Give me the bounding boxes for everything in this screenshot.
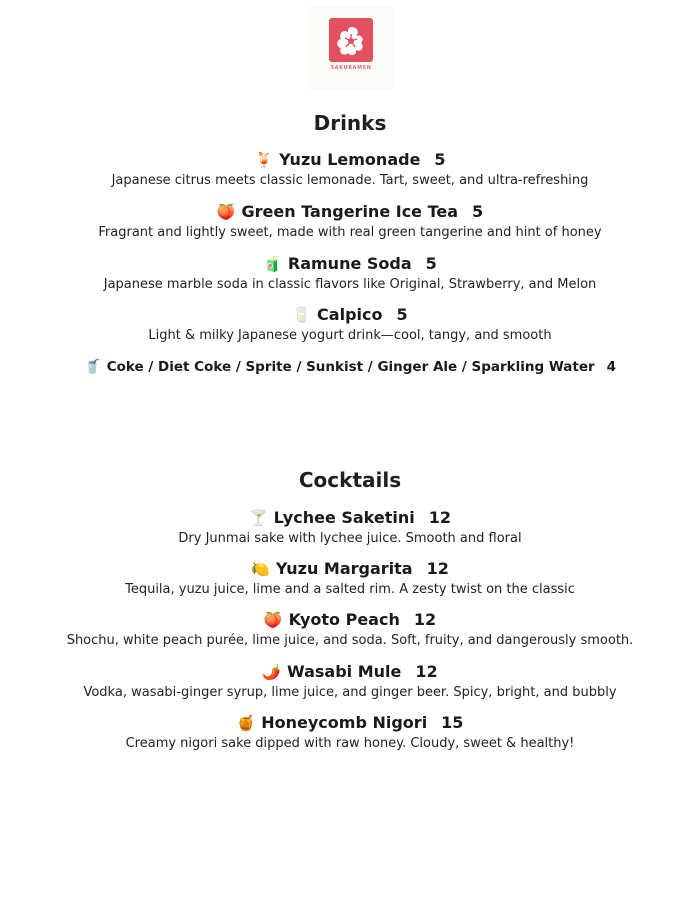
item-name: Honeycomb Nigori <box>261 713 428 732</box>
lemon-icon: 🍋 <box>251 560 270 578</box>
item-heading <box>0 559 700 579</box>
honey-pot-icon: 🍯 <box>236 714 256 732</box>
item-name: Yuzu Margarita <box>275 559 413 578</box>
item-price: 15 <box>441 713 464 732</box>
item-price: 12 <box>413 610 437 629</box>
soft-drinks-price: 4 <box>606 359 617 375</box>
cocktail-glass-icon: 🍸 <box>248 509 268 527</box>
milk-glass-icon: 🥛 <box>292 306 312 324</box>
menu-item <box>0 713 700 752</box>
item-name: Lychee Saketini <box>273 508 415 527</box>
menu-item <box>0 508 700 547</box>
item-heading <box>0 508 700 528</box>
item-description: Light & milky Japanese yogurt drink—cool, tangy, and smooth <box>148 328 552 343</box>
item-heading <box>0 713 700 733</box>
menu-item <box>0 662 700 701</box>
restaurant-logo <box>308 6 394 90</box>
item-heading <box>0 610 700 630</box>
tropical-drink-icon: 🍹 <box>254 151 274 169</box>
item-heading <box>0 202 700 222</box>
cup-with-straw-icon: 🥤 <box>83 359 101 375</box>
item-heading <box>0 305 700 325</box>
item-price: 5 <box>425 254 437 273</box>
soft-drinks-line <box>0 358 700 376</box>
item-name: Calpico <box>317 305 383 324</box>
item-name: Yuzu Lemonade <box>279 150 421 169</box>
item-heading <box>0 150 700 170</box>
item-name: Ramune Soda <box>287 254 412 273</box>
menu-item <box>0 610 700 649</box>
logo-text: SAKURAMEN <box>330 65 372 71</box>
item-name: Wasabi Mule <box>287 662 402 681</box>
peach-icon: 🍑 <box>263 611 283 629</box>
drinks-title: Drinks <box>313 111 387 135</box>
peach-icon: 🍑 <box>216 203 236 221</box>
item-description: Japanese citrus meets classic lemonade. Tart, sweet, and ultra-refreshing <box>111 173 589 188</box>
item-description: Shochu, white peach purée, lime juice, and soda. Soft, fruity, and dangerously smooth. <box>66 633 634 648</box>
menu-item <box>0 559 700 598</box>
soft-drinks-names: Coke / Diet Coke / Sprite / Sunkist / Ginger Ale / Sparkling Water <box>106 359 595 375</box>
item-heading <box>0 254 700 274</box>
item-description: Dry Junmai sake with lychee juice. Smooth and floral <box>178 531 522 546</box>
item-price: 12 <box>426 559 449 578</box>
item-description: Fragrant and lightly sweet, made with real green tangerine and hint of honey <box>98 225 602 240</box>
menu-item <box>0 305 700 344</box>
sakura-logo-icon <box>329 18 373 62</box>
item-price: 5 <box>396 305 408 324</box>
item-price: 5 <box>434 150 446 169</box>
menu-item <box>0 254 700 293</box>
menu-item <box>0 202 700 241</box>
item-description: Tequila, yuzu juice, lime and a salted rim. A zesty twist on the classic <box>125 582 575 597</box>
item-name: Green Tangerine Ice Tea <box>241 202 459 221</box>
item-description: Creamy nigori sake dipped with raw honey. Cloudy, sweet & healthy! <box>125 736 575 751</box>
chili-pepper-icon: 🌶️ <box>262 663 282 681</box>
menu-item <box>0 150 700 189</box>
item-price: 5 <box>472 202 484 221</box>
juice-box-icon: 🧃 <box>263 255 282 273</box>
item-price: 12 <box>415 662 438 681</box>
item-heading <box>0 662 700 682</box>
cocktails-title: Cocktails <box>298 468 402 492</box>
item-name: Kyoto Peach <box>288 610 400 629</box>
item-price: 12 <box>428 508 452 527</box>
item-description: Japanese marble soda in classic flavors like Original, Strawberry, and Melon <box>103 277 597 292</box>
item-description: Vodka, wasabi-ginger syrup, lime juice, and ginger beer. Spicy, bright, and bubbly <box>83 685 617 700</box>
